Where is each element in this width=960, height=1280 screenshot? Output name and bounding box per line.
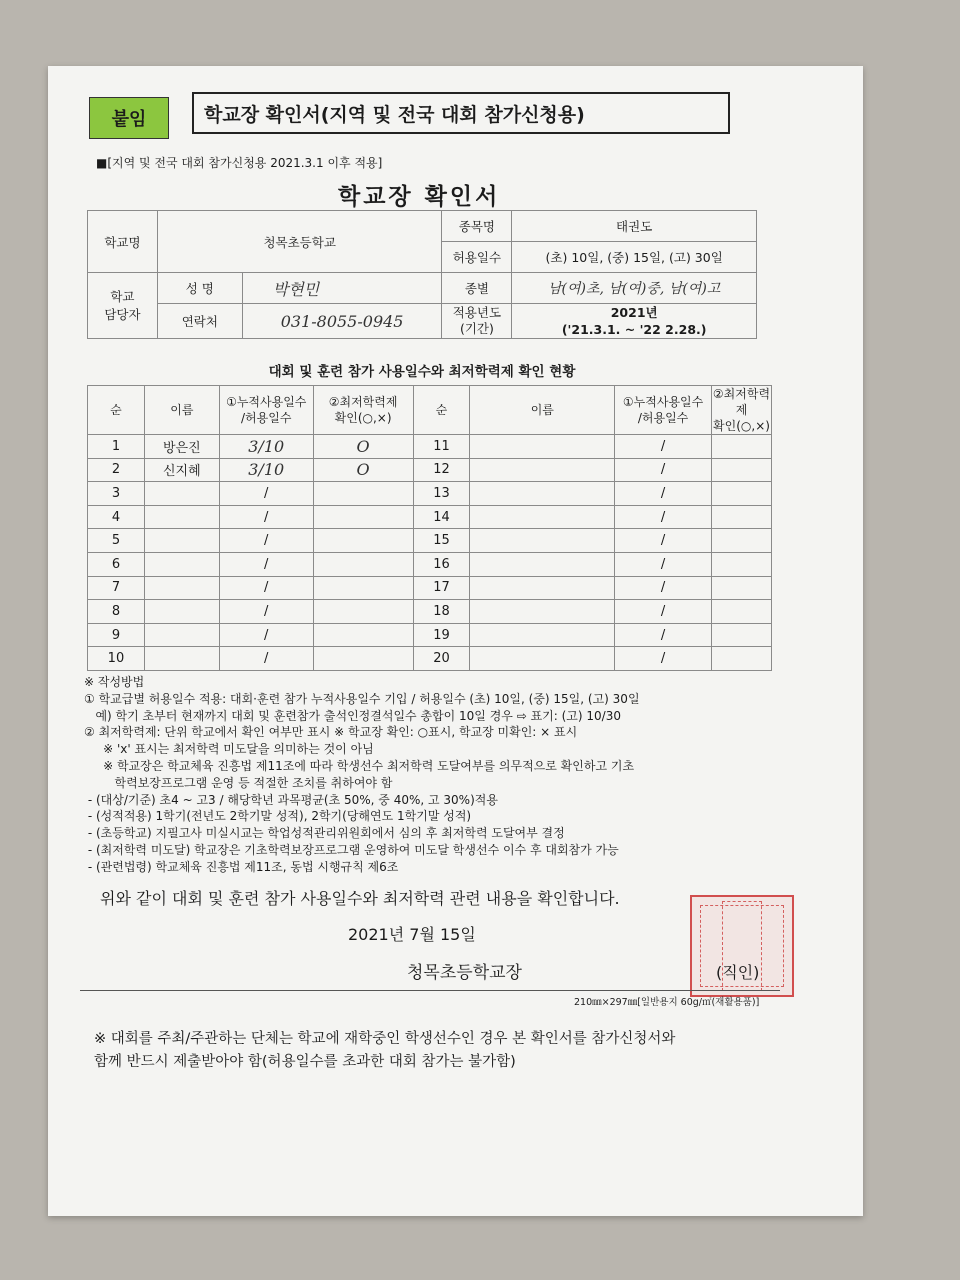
cell-check: O xyxy=(313,435,413,459)
cell-check xyxy=(711,647,771,671)
school-label: 학교명 xyxy=(88,211,158,273)
cell-name xyxy=(470,529,615,553)
footer-divider xyxy=(80,990,780,991)
cell-days: / xyxy=(615,600,712,624)
cell-days: / xyxy=(615,623,712,647)
cell-name xyxy=(470,552,615,576)
cell-no: 2 xyxy=(88,458,145,482)
instruction-line: ② 최저학력제: 단위 학교에서 확인 여부만 표시 ※ 학교장 확인: ○표시, 학교장 미확인: × 표시 xyxy=(84,725,578,740)
school-value: 청목초등학교 xyxy=(157,211,442,273)
cell-no: 14 xyxy=(413,505,470,529)
cell-check xyxy=(313,623,413,647)
cell-name xyxy=(144,552,219,576)
cell-no: 8 xyxy=(88,600,145,624)
table-row xyxy=(88,576,772,600)
cell-days: / xyxy=(615,576,712,600)
cell-name xyxy=(470,458,615,482)
cell-name xyxy=(144,600,219,624)
cell-name xyxy=(470,505,615,529)
table-header-row xyxy=(88,386,772,435)
cell-days: / xyxy=(219,623,313,647)
allowed-days-value: (초) 10일, (중) 15일, (고) 30일 xyxy=(512,242,757,273)
cell-days: / xyxy=(219,600,313,624)
cell-days: / xyxy=(219,647,313,671)
cell-name xyxy=(470,647,615,671)
cell-days: / xyxy=(615,529,712,553)
cell-days: / xyxy=(615,647,712,671)
cell-no: 12 xyxy=(413,458,470,482)
name-label: 성 명 xyxy=(157,273,242,304)
cell-no: 11 xyxy=(413,435,470,459)
cell-days: / xyxy=(219,505,313,529)
cell-no: 10 xyxy=(88,647,145,671)
header-no: 순 xyxy=(413,386,470,435)
cell-days: / xyxy=(219,529,313,553)
cell-check xyxy=(711,435,771,459)
instruction-line: - (성적적용) 1학기(전년도 2학기말 성적), 2학기(당해연도 1학기말 성적) xyxy=(84,809,472,824)
cell-name xyxy=(144,623,219,647)
table-row xyxy=(88,458,772,482)
cell-check xyxy=(711,505,771,529)
cell-no: 5 xyxy=(88,529,145,553)
instruction-line: - (초등학교) 지필고사 미실시교는 학업성적관리위원회에서 심의 후 최저학력 도달여부 결정 xyxy=(84,826,565,841)
table-row xyxy=(88,623,772,647)
header-check: ②최저학력제 확인(○,×) xyxy=(712,387,771,433)
table-row xyxy=(88,505,772,529)
cell-name xyxy=(470,482,615,506)
cell-days: / xyxy=(615,482,712,506)
participation-table xyxy=(87,385,772,671)
cell-no: 4 xyxy=(88,505,145,529)
cell-days: / xyxy=(219,576,313,600)
year-value-line1: 2021년 xyxy=(610,305,658,320)
instruction-line: ※ 작성방법 xyxy=(84,675,145,689)
cell-no: 6 xyxy=(88,552,145,576)
submission-notice xyxy=(94,1028,794,1074)
cell-name xyxy=(470,576,615,600)
principal-title: 청목초등학교장 xyxy=(407,963,522,983)
confirmation-statement: 위와 같이 대회 및 훈련 참가 사용일수와 최저학력 관련 내용을 확인합니다. xyxy=(100,889,620,908)
instruction-line: ※ 학교장은 학교체육 진흥법 제11조에 따라 학생선수 최저학력 도달여부를 의무적으로 확인하고 기초 xyxy=(84,758,635,773)
cell-check xyxy=(313,576,413,600)
cell-name xyxy=(144,576,219,600)
event-label: 종목명 xyxy=(442,211,512,242)
applicability-note: ■[지역 및 전국 대회 참가신청용 2021.3.1 이후 적용] xyxy=(96,156,383,170)
school-info-table xyxy=(87,210,757,339)
category-label: 종별 xyxy=(442,273,512,304)
document-header-title: 학교장 확인서(지역 및 전국 대회 참가신청용) xyxy=(192,92,730,134)
cell-name xyxy=(470,623,615,647)
year-value xyxy=(512,304,757,339)
cell-check: O xyxy=(313,458,413,482)
cell-days: / xyxy=(219,482,313,506)
cell-no: 16 xyxy=(413,552,470,576)
cell-days: / xyxy=(615,552,712,576)
cell-check xyxy=(711,552,771,576)
cell-check xyxy=(711,623,771,647)
header-name: 이름 xyxy=(470,386,615,435)
cell-days: / xyxy=(615,435,712,459)
contact-value: 031-8055-0945 xyxy=(242,304,442,339)
header-no: 순 xyxy=(88,386,145,435)
cell-no: 3 xyxy=(88,482,145,506)
cell-name xyxy=(470,600,615,624)
header-check: ②최저학력제 확인(○,×) xyxy=(313,386,413,435)
cell-check xyxy=(711,482,771,506)
cell-check xyxy=(711,600,771,624)
cell-no: 7 xyxy=(88,576,145,600)
cell-name xyxy=(470,435,615,459)
table-row xyxy=(88,647,772,671)
table-row xyxy=(88,552,772,576)
cell-check xyxy=(313,482,413,506)
table-row xyxy=(88,435,772,459)
cell-days: 3/10 xyxy=(219,435,313,459)
writing-instructions xyxy=(84,674,784,876)
cell-check xyxy=(313,505,413,529)
cell-check xyxy=(711,576,771,600)
instruction-line: ① 학교급별 허용일수 적용: 대회·훈련 참가 누적사용일수 기입 / 허용일수 (초) 10일, (중) 15일, (고) 30일 xyxy=(84,691,640,706)
table-row xyxy=(88,482,772,506)
instruction-line: 예) 학기 초부터 현재까지 대회 및 훈련참가 출석인정결석일수 총합이 10일 경우 ⇨ 표기: (고) 10/30 xyxy=(84,708,621,723)
cell-days: 3/10 xyxy=(219,458,313,482)
cell-name xyxy=(144,529,219,553)
cell-check xyxy=(313,600,413,624)
attachment-badge: 붙임 xyxy=(89,97,169,139)
cell-days: / xyxy=(615,505,712,529)
instruction-line: - (관련법령) 학교체육 진흥법 제11조, 동법 시행규칙 제6조 xyxy=(84,859,399,874)
instruction-line: - (대상/기준) 초4 ~ 고3 / 해당학년 과목평균(초 50%, 중 40%, 고 30%)적용 xyxy=(84,792,498,807)
table-row xyxy=(88,600,772,624)
allowed-days-label: 허용일수 xyxy=(442,242,512,273)
cell-check xyxy=(313,529,413,553)
cell-no: 17 xyxy=(413,576,470,600)
cell-no: 13 xyxy=(413,482,470,506)
cell-name: 신지혜 xyxy=(144,458,219,482)
signature-date: 2021년 7월 15일 xyxy=(348,925,476,944)
header-days: ①누적사용일수 /허용일수 xyxy=(615,386,712,435)
cell-check xyxy=(313,552,413,576)
table-row xyxy=(88,529,772,553)
cell-check xyxy=(313,647,413,671)
event-value: 태권도 xyxy=(512,211,757,242)
cell-check xyxy=(711,458,771,482)
instruction-line: - (최저학력 미도달) 학교장은 기초학력보장프로그램 운영하여 미도달 학생선수 이수 후 대회참가 가능 xyxy=(84,842,619,857)
category-value: 남(여)초, 남(여)중, 남(여)고 xyxy=(512,273,757,304)
paper-size-note: 210㎜×297㎜[일반용지 60g/㎡(재활용품)] xyxy=(574,997,760,1008)
cell-days: / xyxy=(219,552,313,576)
cell-no: 15 xyxy=(413,529,470,553)
name-value: 박현민 xyxy=(242,273,442,304)
cell-no: 20 xyxy=(413,647,470,671)
cell-no: 18 xyxy=(413,600,470,624)
form-title: 학교장 확인서 xyxy=(338,184,501,210)
cell-name xyxy=(144,482,219,506)
submission-notice-line2: 함께 반드시 제출받아야 함(허용일수를 초과한 대회 참가는 불가함) xyxy=(94,1054,516,1070)
cell-days: / xyxy=(615,458,712,482)
manager-label: 학교 담당자 xyxy=(88,273,158,339)
year-value-line2: ('21.3.1. ~ '22 2.28.) xyxy=(561,322,707,337)
instruction-line: ※ 'x' 표시는 최저학력 미도달을 의미하는 것이 아님 xyxy=(84,742,374,757)
seal-label: (직인) xyxy=(716,963,760,982)
submission-notice-line1: ※ 대회를 주최/주관하는 단체는 학교에 재학중인 학생선수인 경우 본 확인서를 참가신청서와 xyxy=(94,1031,676,1047)
header-name: 이름 xyxy=(144,386,219,435)
cell-no: 9 xyxy=(88,623,145,647)
cell-no: 19 xyxy=(413,623,470,647)
cell-name: 방은진 xyxy=(144,435,219,459)
cell-name xyxy=(144,647,219,671)
cell-check xyxy=(711,529,771,553)
cell-name xyxy=(144,505,219,529)
header-days: ①누적사용일수 /허용일수 xyxy=(219,386,313,435)
cell-no: 1 xyxy=(88,435,145,459)
contact-label: 연락처 xyxy=(157,304,242,339)
year-label: 적용년도 (기간) xyxy=(442,304,512,339)
list-section-title: 대회 및 훈련 참가 사용일수와 최저학력제 확인 현황 xyxy=(268,364,576,380)
instruction-line: 학력보장프로그램 운영 등 적절한 조치를 취하여야 함 xyxy=(84,775,393,790)
